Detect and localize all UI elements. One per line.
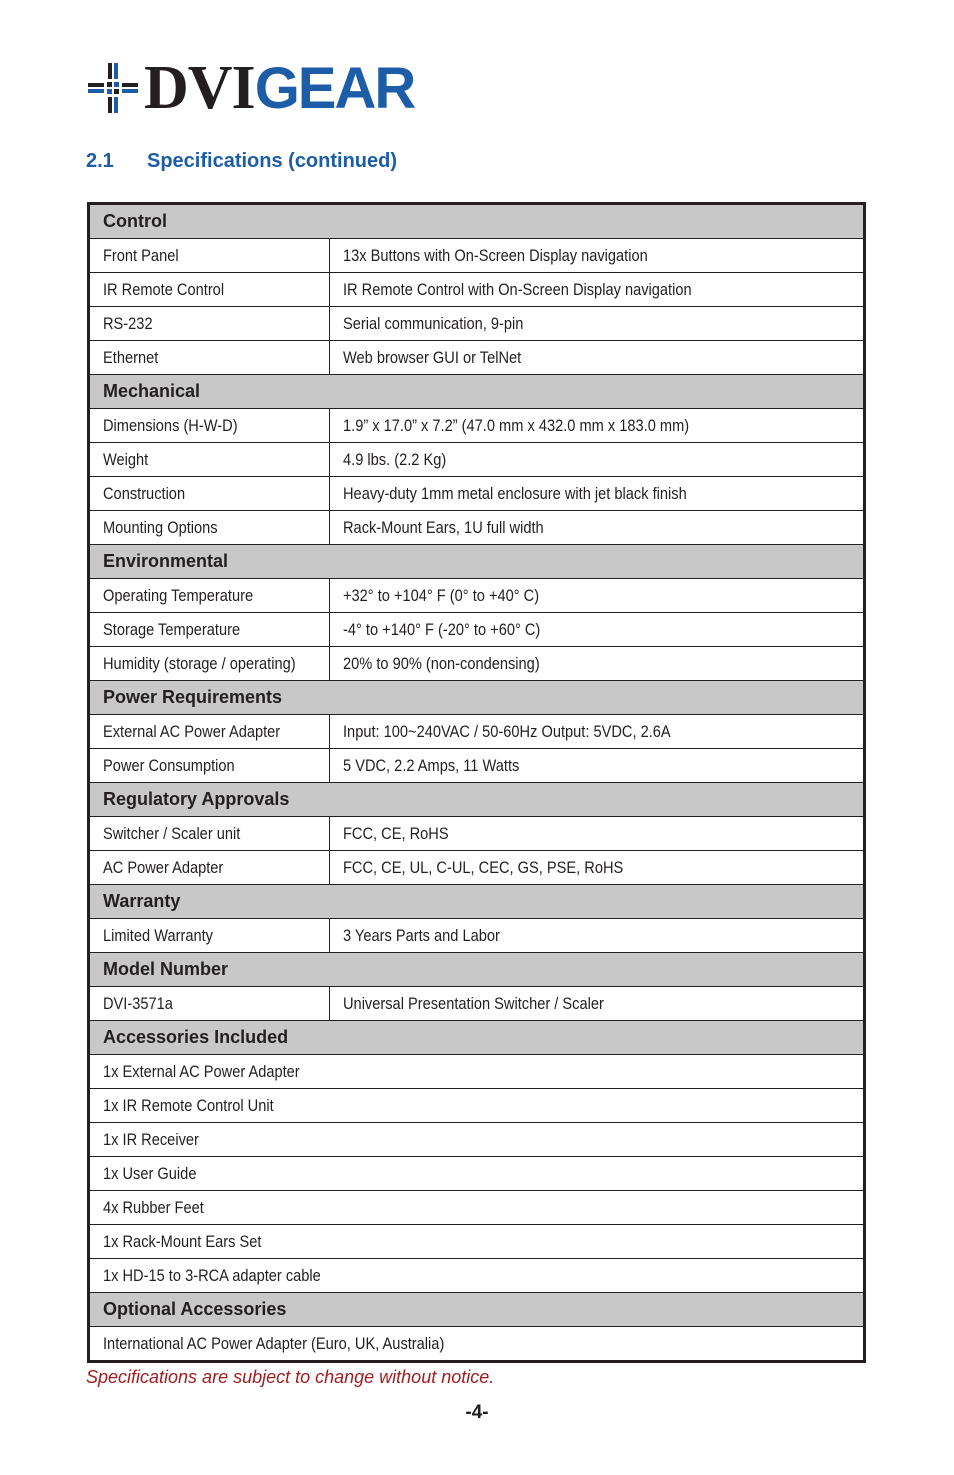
spec-label-cell (89, 919, 330, 953)
spec-value-cell (330, 715, 865, 749)
logo-text-gear: GEAR (254, 55, 415, 121)
table-row (89, 715, 865, 749)
spec-value-cell (330, 307, 865, 341)
spec-label: Front Panel (103, 245, 179, 265)
spec-value-cell (330, 239, 865, 273)
table-row (89, 579, 865, 613)
accessory-cell (89, 1157, 865, 1191)
spec-label: External AC Power Adapter (103, 721, 281, 741)
table-section-header (89, 545, 865, 579)
table-section-header (89, 681, 865, 715)
table-section-header (89, 1021, 865, 1055)
spec-value: -4° to +140° F (-20° to +60° C) (343, 619, 541, 639)
section-header-label: Environmental (103, 551, 229, 571)
table-row (89, 749, 865, 783)
section-title: Specifications (continued) (147, 150, 398, 172)
list-item (89, 1055, 865, 1089)
table-row (89, 817, 865, 851)
section-header-label: Accessories Included (103, 1027, 289, 1047)
spec-label: Operating Temperature (103, 585, 254, 605)
spec-label-cell (89, 443, 330, 477)
section-number: 2.1 (86, 150, 114, 172)
section-header-cell (89, 885, 865, 919)
section-header-label: Mechanical (103, 381, 201, 401)
spec-label: AC Power Adapter (103, 857, 224, 877)
list-item (89, 1191, 865, 1225)
spec-label-cell (89, 817, 330, 851)
accessory-cell (89, 1225, 865, 1259)
spec-value-cell (330, 409, 865, 443)
table-section-header (89, 375, 865, 409)
section-header-cell (89, 204, 865, 239)
cross-compass-icon (86, 61, 140, 115)
accessory-cell (89, 1191, 865, 1225)
section-header-label: Model Number (103, 959, 229, 979)
section-header-cell (89, 375, 865, 409)
spec-value-cell (330, 817, 865, 851)
spec-label-cell (89, 409, 330, 443)
spec-label: Ethernet (103, 347, 159, 367)
spec-value-cell (330, 443, 865, 477)
spec-label: Storage Temperature (103, 619, 241, 639)
section-header-cell (89, 1021, 865, 1055)
list-item (89, 1089, 865, 1123)
spec-value: Input: 100~240VAC / 50-60Hz Output: 5VDC, 2.6A (343, 721, 671, 741)
list-item (89, 1225, 865, 1259)
spec-label: IR Remote Control (103, 279, 225, 299)
logo-text-dvi: DVI (144, 53, 255, 122)
accessory-cell (89, 1259, 865, 1293)
spec-value: 4.9 lbs. (2.2 Kg) (343, 449, 447, 469)
table-section-header (89, 204, 865, 239)
spec-value-cell (330, 477, 865, 511)
table-row (89, 341, 865, 375)
spec-label: RS-232 (103, 313, 153, 333)
section-header-label: Regulatory Approvals (103, 789, 290, 809)
spec-value: 13x Buttons with On-Screen Display navigation (343, 245, 648, 265)
spec-value: FCC, CE, UL, C-UL, CEC, GS, PSE, RoHS (343, 857, 624, 877)
spec-label: Weight (103, 449, 149, 469)
spec-value: Rack-Mount Ears, 1U full width (343, 517, 544, 537)
footnote: Specifications are subject to change without notice. (86, 1367, 495, 1387)
spec-label: Limited Warranty (103, 925, 213, 945)
spec-value: IR Remote Control with On-Screen Display navigation (343, 279, 692, 299)
table-row (89, 273, 865, 307)
table-row (89, 647, 865, 681)
section-header-cell (89, 1293, 865, 1327)
table-row (89, 477, 865, 511)
accessory-label: International AC Power Adapter (Euro, UK, Australia) (103, 1333, 445, 1353)
spec-label: Humidity (storage / operating) (103, 653, 296, 673)
section-header-cell (89, 545, 865, 579)
spec-label-cell (89, 239, 330, 273)
spec-label: Mounting Options (103, 517, 218, 537)
table-row (89, 409, 865, 443)
accessory-label: 1x IR Remote Control Unit (103, 1095, 274, 1115)
spec-value: Serial communication, 9-pin (343, 313, 524, 333)
dvigear-logo (86, 53, 415, 122)
table-row (89, 239, 865, 273)
spec-label: Dimensions (H-W-D) (103, 415, 238, 435)
spec-label-cell (89, 851, 330, 885)
spec-value: Universal Presentation Switcher / Scaler (343, 993, 604, 1013)
spec-label-cell (89, 273, 330, 307)
spec-label: Construction (103, 483, 186, 503)
spec-value-cell (330, 987, 865, 1021)
section-header-label: Optional Accessories (103, 1299, 287, 1319)
list-item (89, 1259, 865, 1293)
accessory-label: 1x External AC Power Adapter (103, 1061, 300, 1081)
spec-value: 20% to 90% (non-condensing) (343, 653, 540, 673)
accessory-label: 1x HD-15 to 3-RCA adapter cable (103, 1265, 321, 1285)
accessory-label: 1x User Guide (103, 1163, 197, 1183)
table-section-header (89, 953, 865, 987)
section-header-label: Power Requirements (103, 687, 283, 707)
section-header-cell (89, 953, 865, 987)
spec-label-cell (89, 715, 330, 749)
spec-label: Power Consumption (103, 755, 235, 775)
spec-label-cell (89, 613, 330, 647)
specifications-table (87, 202, 866, 1363)
accessory-label: 1x Rack-Mount Ears Set (103, 1231, 262, 1251)
section-header-label: Warranty (103, 891, 181, 911)
spec-value-cell (330, 851, 865, 885)
table-row (89, 851, 865, 885)
accessory-cell (89, 1123, 865, 1157)
table-section-header (89, 1293, 865, 1327)
spec-value: FCC, CE, RoHS (343, 823, 449, 843)
spec-label: Switcher / Scaler unit (103, 823, 241, 843)
spec-label-cell (89, 307, 330, 341)
spec-label-cell (89, 341, 330, 375)
table-row (89, 987, 865, 1021)
spec-value-cell (330, 341, 865, 375)
spec-value-cell (330, 511, 865, 545)
table-row (89, 307, 865, 341)
table-row (89, 919, 865, 953)
spec-value: Web browser GUI or TelNet (343, 347, 522, 367)
table-section-header (89, 885, 865, 919)
table-row (89, 443, 865, 477)
list-item (89, 1123, 865, 1157)
list-item (89, 1327, 865, 1362)
section-header-cell (89, 783, 865, 817)
spec-value-cell (330, 579, 865, 613)
spec-label-cell (89, 647, 330, 681)
section-header-cell (89, 681, 865, 715)
spec-value-cell (330, 273, 865, 307)
page-number: -4- (465, 1402, 489, 1423)
table-row (89, 613, 865, 647)
accessory-cell (89, 1327, 865, 1362)
section-heading (86, 150, 397, 173)
spec-value-cell (330, 919, 865, 953)
accessory-label: 4x Rubber Feet (103, 1197, 204, 1217)
spec-value: 5 VDC, 2.2 Amps, 11 Watts (343, 755, 520, 775)
spec-label-cell (89, 987, 330, 1021)
accessory-label: 1x IR Receiver (103, 1129, 199, 1149)
spec-label-cell (89, 579, 330, 613)
spec-value: 1.9” x 17.0” x 7.2” (47.0 mm x 432.0 mm x 183.0 mm) (343, 415, 690, 435)
spec-value: +32° to +104° F (0° to +40° C) (343, 585, 540, 605)
table-row (89, 511, 865, 545)
spec-label: DVI-3571a (103, 993, 173, 1013)
spec-value: Heavy-duty 1mm metal enclosure with jet black finish (343, 483, 687, 503)
spec-label-cell (89, 511, 330, 545)
spec-label-cell (89, 749, 330, 783)
section-header-label: Control (103, 211, 167, 231)
spec-label-cell (89, 477, 330, 511)
logo-wordmark (144, 53, 415, 122)
accessory-cell (89, 1089, 865, 1123)
spec-value-cell (330, 613, 865, 647)
spec-value-cell (330, 749, 865, 783)
list-item (89, 1157, 865, 1191)
table-section-header (89, 783, 865, 817)
spec-value-cell (330, 647, 865, 681)
accessory-cell (89, 1055, 865, 1089)
spec-value: 3 Years Parts and Labor (343, 925, 500, 945)
